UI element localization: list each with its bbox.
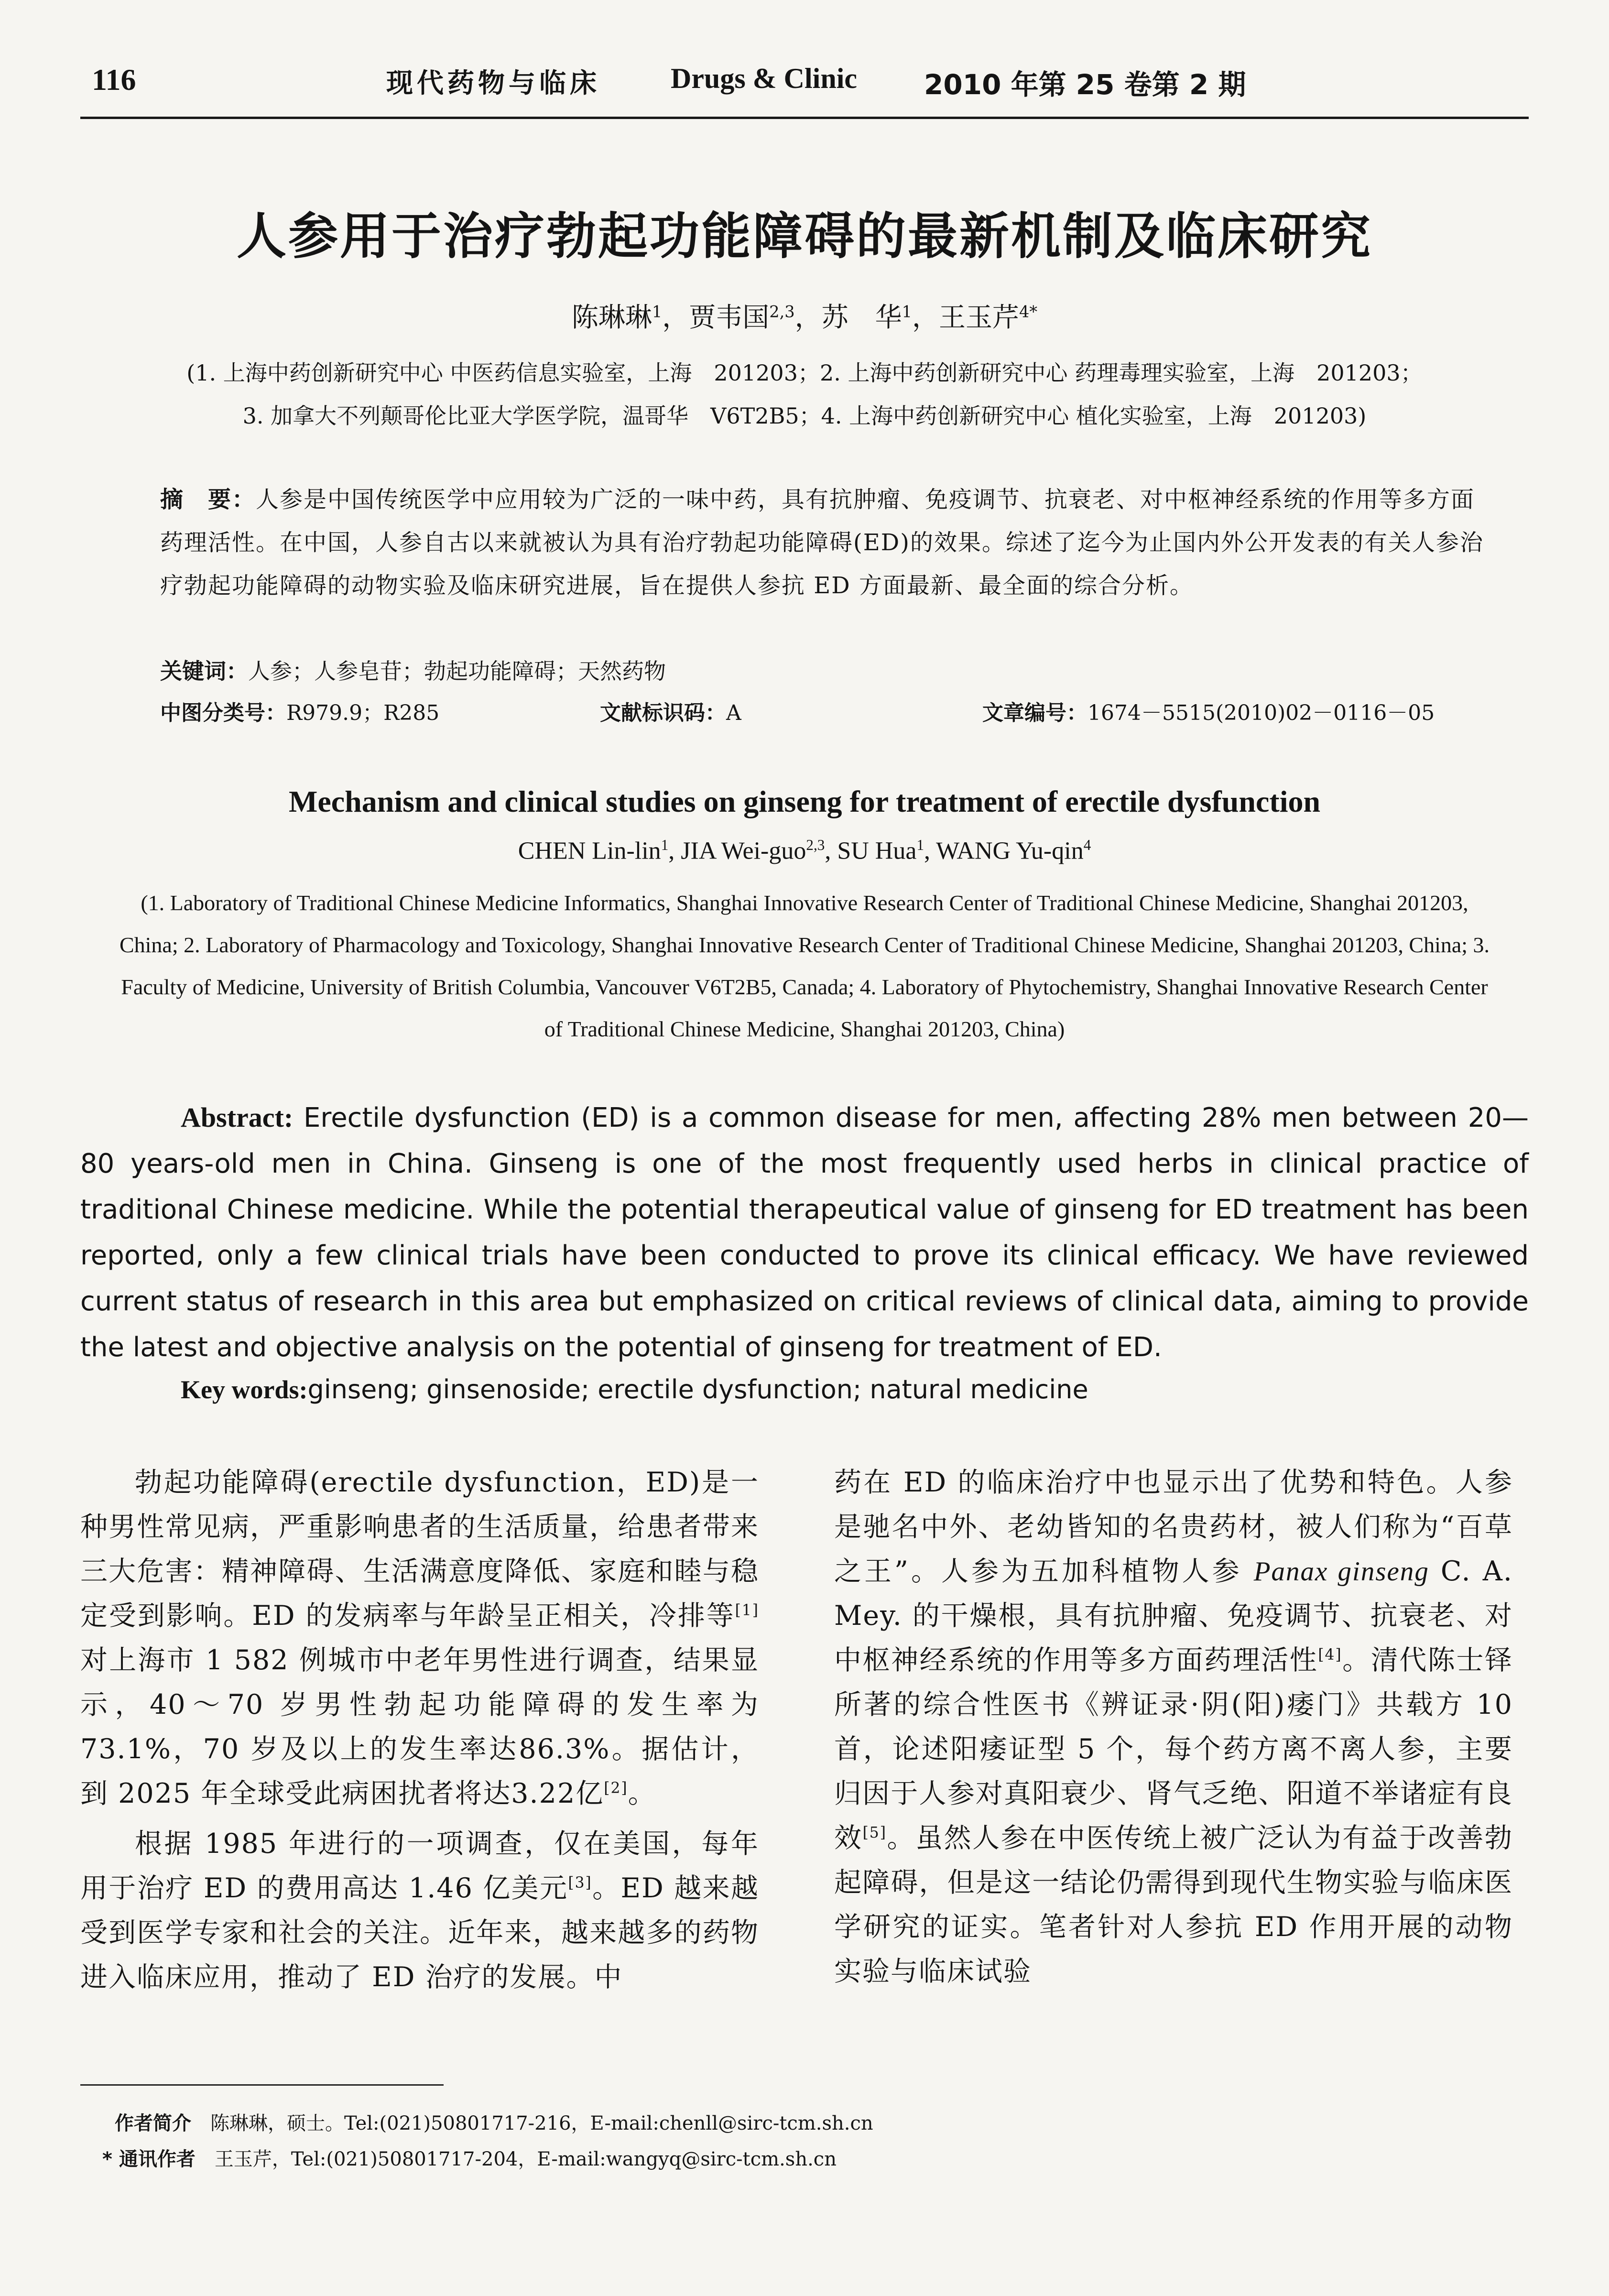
author-name: 贾韦国 xyxy=(689,302,770,333)
keywords-label-en: Key words: xyxy=(181,1375,308,1404)
keywords-text-cn: 人参；人参皂苷；勃起功能障碍；天然药物 xyxy=(248,658,666,684)
latin-species-name: Panax ginseng xyxy=(1253,1556,1429,1587)
journal-name-cn: 现代药物与临床 xyxy=(386,68,600,99)
author-name: SU Hua xyxy=(837,837,917,865)
footnote-author xyxy=(115,2108,873,2135)
clc-number xyxy=(160,696,439,726)
author-list-en: CHEN Lin-lin$^1$, JIA Wei-guo$^{2,3}$, SU Hua$^1$, WANG Yu-qin$^4$ xyxy=(518,837,1091,865)
body-paragraph xyxy=(80,1822,759,2000)
body-text: 。 xyxy=(628,1778,656,1809)
footnote-text: 陈琳琳，硕士。Tel:(021)50801717-216，E-mail:chenll@sirc-tcm.sh.cn xyxy=(210,2112,873,2134)
abstract-en xyxy=(80,1095,1529,1371)
doc-code-label: 文献标识码： xyxy=(600,701,726,725)
citation-ref[interactable]: [2] xyxy=(604,1780,628,1797)
body-text: 勃起功能障碍(erectile dysfunction，ED)是一种男性常见病，严重影响患者的生活质量，给患者带来三大危害：精神障碍、生活满意度降低、家庭和睦与稳定受到影响。ED 的发病率与年龄呈正相关，冷排等 xyxy=(80,1467,759,1632)
citation-ref[interactable]: [3] xyxy=(568,1874,592,1892)
author-affil-mark: 1 xyxy=(652,302,663,321)
citation-ref[interactable]: [1] xyxy=(735,1602,759,1619)
body-text: 。ED 越来越受到医学专家和社会的关注。近年来，越来越多的药物进入临床应用，推动了 ED 治疗的发展。中 xyxy=(80,1872,759,1993)
keywords-text-en: ginseng; ginsenoside; erectile dysfunction; natural medicine xyxy=(307,1374,1088,1404)
author-name: 陈琳琳 xyxy=(571,302,652,333)
keywords-cn xyxy=(160,654,666,686)
clc-value: R979.9；R285 xyxy=(286,701,440,725)
author-list-cn: 陈琳琳$^1$，贾韦国$^{2,3}$，苏 华$^1$，王玉芹$^{4*}$ xyxy=(571,302,1038,333)
affiliation-line-cn: 3. 加拿大不列颠哥伦比亚大学医学院，温哥华 V6T2B5；4. 上海中药创新研究中心 植化实验室，上海 201203) xyxy=(242,403,1367,429)
body-paragraph xyxy=(834,1460,1513,1994)
affiliations-en: (1. Laboratory of Traditional Chinese Medicine Informatics, Shanghai Innovative Research Center of Traditional Chinese Medicine, Shanghai 201203, China; 2. Laboratory of Pharmacology and Toxicology, Shanghai Innovative Research Center of Traditional Chinese Medicine, Shanghai 201203, China; 3. Faculty of Medicine, University of British Columbia, Vancouver V6T2B5, Canada; 4. Laboratory of Phytochemistry, Shanghai Innovative Research Center of Traditional Chinese Medicine, Shanghai 201203, China) xyxy=(119,891,1490,1041)
article-number-label: 文章编号： xyxy=(982,701,1087,725)
keywords-label-cn: 关键词： xyxy=(160,658,248,684)
author-name: WANG Yu-qin xyxy=(936,837,1084,865)
footnote-label: * 通讯作者 xyxy=(102,2148,196,2170)
body-column-left xyxy=(80,1460,759,2000)
abstract-text-en: Erectile dysfunction (ED) is a common disease for men, affecting 28% men between 20—80 years-old men in China. Ginseng is one of the most frequently used herbs in clinical practice of traditional Chinese medicine. While the potential therapeutical value of ginseng for ED treatment has been reported, only a few clinical trials have been conducted to prove its clinical efficacy. We have reviewed current status of research in this area but emphasized on critical reviews of clinical data, aiming to provide the latest and objective analysis on the potential of ginseng for treatment of ED. xyxy=(80,1102,1529,1363)
abstract-label-cn: 摘 要： xyxy=(160,486,256,513)
article-title-en: Mechanism and clinical studies on ginseng for treatment of erectile dysfunction xyxy=(288,784,1321,818)
author-affil-mark: 1 xyxy=(661,837,669,853)
body-text: 。清代陈士铎所著的综合性医书《辨证录·阴(阳)痿门》共载方 10 首，论述阳痿证型 5 个，每个药方离不离人参，主要归因于人参对真阳衰少、肾气乏绝、阳道不举诸症有良效 xyxy=(834,1644,1513,1854)
abstract-cn xyxy=(160,478,1489,607)
classification-row xyxy=(160,696,1489,729)
doc-code-value: A xyxy=(726,701,741,725)
body-paragraph xyxy=(80,1460,759,1816)
issue-info: 2010 年第 25 卷第 2 期 xyxy=(924,68,1246,101)
author-name: 王玉芹 xyxy=(939,302,1019,333)
header-rule xyxy=(80,117,1529,119)
author-affil-mark: 1 xyxy=(916,837,924,853)
author-name: 苏 华 xyxy=(821,302,902,333)
page-number: 116 xyxy=(92,63,136,97)
author-name: CHEN Lin-lin xyxy=(518,837,661,865)
footnote-corresponding xyxy=(102,2144,837,2171)
footnote-rule xyxy=(80,2084,444,2086)
body-text: 根据 1985 年进行的一项调查，仅在美国，每年用于治疗 ED 的费用高达 1.46 亿美元 xyxy=(80,1828,759,1904)
author-name: JIA Wei-guo xyxy=(681,837,806,865)
keywords-en xyxy=(181,1374,1088,1404)
article-title-cn: 人参用于治疗勃起功能障碍的最新机制及临床研究 xyxy=(236,207,1372,265)
author-affil-mark: 4* xyxy=(1019,302,1038,321)
footnote-label: 作者简介 xyxy=(115,2112,191,2134)
body-text: 药在 ED 的临床治疗中也显示出了优势和特色。人参是驰名中外、老幼皆知的名贵药材，被人们称为“百草之王”。人参为五加科植物人参 xyxy=(834,1467,1513,1587)
author-affil-mark: 4 xyxy=(1083,837,1091,853)
abstract-text-cn: 人参是中国传统医学中应用较为广泛的一味中药，具有抗肿瘤、免疫调节、抗衰老、对中枢神经系统的作用等多方面药理活性。在中国，人参自古以来就被认为具有治疗勃起功能障碍(ED)的效果。综述了迄今为止国内外公开发表的有关人参治疗勃起功能障碍的动物实验及临床研究进展，旨在提供人参抗 ED 方面最新、最全面的综合分析。 xyxy=(160,486,1484,599)
running-header xyxy=(80,62,1529,115)
citation-ref[interactable]: [5] xyxy=(862,1824,887,1841)
footnote-text: 王玉芹，Tel:(021)50801717-204，E-mail:wangyq@sirc-tcm.sh.cn xyxy=(214,2148,837,2170)
author-affil-mark: 2,3 xyxy=(769,302,795,321)
clc-label: 中图分类号： xyxy=(160,701,286,725)
author-affil-mark: 1 xyxy=(902,302,912,321)
body-column-right xyxy=(834,1460,1513,1994)
abstract-label-en: Abstract: xyxy=(181,1102,294,1133)
document-code xyxy=(600,696,741,726)
article-number xyxy=(982,696,1435,726)
affiliation-line-cn: (1. 上海中药创新研究中心 中医药信息实验室，上海 201203；2. 上海中药创新研究中心 药理毒理实验室，上海 201203； xyxy=(186,360,1423,386)
citation-ref[interactable]: [4] xyxy=(1318,1646,1342,1664)
journal-name-en: Drugs & Clinic xyxy=(671,63,857,94)
article-number-value: 1674－5515(2010)02－0116－05 xyxy=(1087,701,1435,725)
body-text: 。虽然人参在中医传统上被广泛认为有益于改善勃起障碍，但是这一结论仍需得到现代生物实验与临床医学研究的证实。笔者针对人参抗 ED 作用开展的动物实验与临床试验 xyxy=(834,1822,1513,1987)
author-affil-mark: 2,3 xyxy=(806,837,825,853)
body-text: C. A. Mey. 的干燥根，具有抗肿瘤、免疫调节、抗衰老、对中枢神经系统的作用等多方面药理活性 xyxy=(834,1556,1513,1676)
body-text: 对上海市 1 582 例城市中老年男性进行调查，结果显示，40～70 岁男性勃起功能障碍的发生率为 73.1%，70 岁及以上的发生率达86.3%。据估计，到 2025 年全球受此病困扰者将达3.22亿 xyxy=(80,1644,759,1809)
